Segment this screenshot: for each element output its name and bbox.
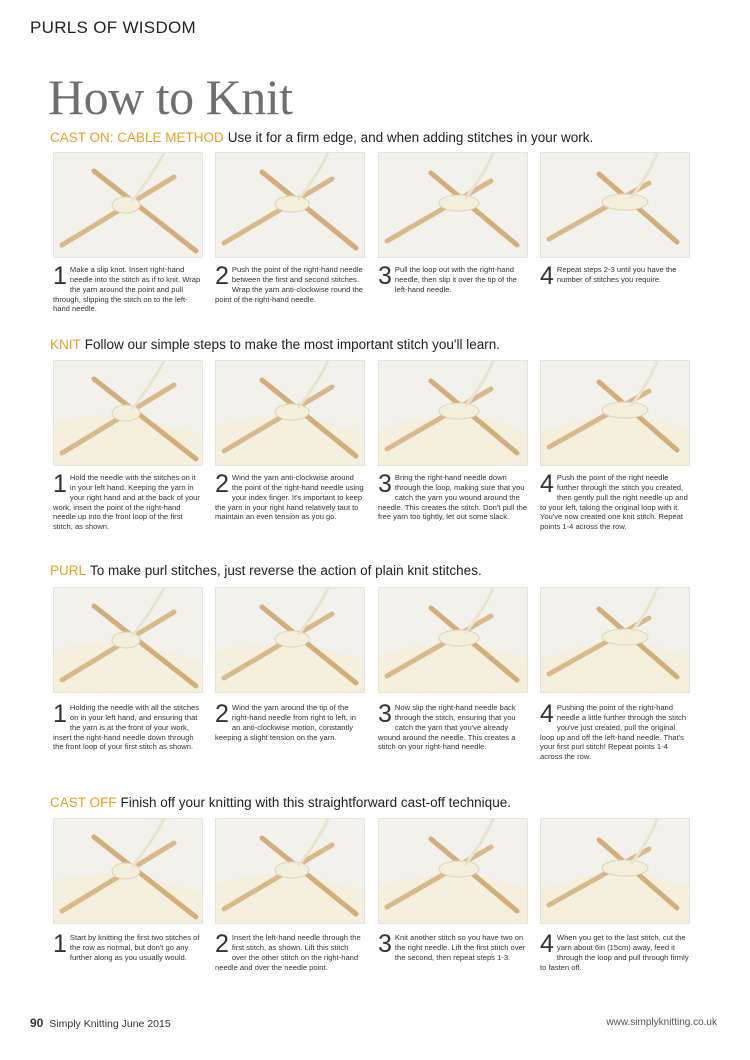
step-instruction: Pull the loop out with the right-hand needle, then slip it over the tip of the left-hand needle. (394, 265, 517, 294)
step-photo (540, 152, 690, 258)
step-text (215, 262, 365, 304)
step-photo (540, 818, 690, 924)
step-instruction: Hold the needle with the stitches on it in your left hand. Keeping the yarn in your right hand and at the back of your work, insert the point of the right-hand needle up into the front loop of the first stitch, as shown. (53, 473, 200, 532)
step-text (540, 470, 690, 532)
step-number: 2 (215, 930, 229, 958)
section-heading (50, 130, 593, 145)
footer-folio (30, 1016, 171, 1030)
step-number: 1 (53, 930, 67, 958)
step-text (540, 930, 690, 972)
step-text (215, 930, 365, 972)
step-number: 2 (215, 262, 229, 290)
step-photo (215, 818, 365, 924)
step-photo (378, 360, 528, 466)
step-number: 4 (540, 262, 554, 290)
step-photo (378, 818, 528, 924)
section-keyword: CAST OFF (50, 795, 117, 810)
step-instruction: Make a slip knot. Insert right-hand needle into the stitch as if to knit. Wrap the yarn around the point and pull through, slipping the stitch on to the left-hand needle. (53, 265, 201, 314)
step-number: 1 (53, 262, 67, 290)
step-photo (215, 587, 365, 693)
step-instruction: Insert the left-hand needle through the first stitch, as shown. Lift this stitch over the other stitch on the right-hand needle and over the needle point. (215, 933, 361, 972)
step-photo (378, 152, 528, 258)
website-url: www.simplyknitting.co.uk (606, 1017, 717, 1028)
step-text (215, 470, 365, 522)
step-number: 4 (540, 930, 554, 958)
section-keyword: PURL (50, 563, 87, 578)
section-heading (50, 563, 482, 578)
section-heading (50, 795, 511, 810)
step-number: 2 (215, 470, 229, 498)
step-number: 1 (53, 700, 67, 728)
step-number: 4 (540, 470, 554, 498)
step-photo (215, 152, 365, 258)
step-photo (53, 152, 203, 258)
section-intro: Follow our simple steps to make the most important stitch you'll learn. (84, 337, 501, 352)
step-text (378, 262, 528, 295)
step-text (215, 700, 365, 742)
section-intro: Use it for a firm edge, and when adding stitches in your work. (227, 130, 594, 145)
step-text (540, 700, 690, 762)
step-number: 3 (378, 262, 392, 290)
step-instruction: Push the point of the right-hand needle between the first and second stitches. Wrap the yarn anti-clockwise round the point of the right-hand needle. (215, 265, 364, 304)
step-instruction: Wind the yarn anti-clockwise around the point of the right-hand needle using your index finger. It's important to keep the yarn in your right hand relatively taut to maintain an even tension as you go. (215, 473, 364, 522)
step-instruction: Holding the needle with all the stitches on in your left hand, and ensuring that the yarn is at the front of your work, insert the right-hand needle down through the front loop of your first stitch as shown. (53, 703, 200, 752)
page-title: How to Knit (48, 69, 293, 125)
section-keyword: CAST ON: CABLE METHOD (50, 130, 224, 145)
step-photo (215, 360, 365, 466)
step-text (53, 470, 203, 532)
section-keyword: KNIT (50, 337, 81, 352)
step-number: 3 (378, 470, 392, 498)
section-kicker: PURLS OF WISDOM (30, 18, 197, 37)
step-photo (53, 360, 203, 466)
step-text (540, 262, 690, 290)
step-text (53, 930, 203, 963)
step-instruction: Push the point of the right needle further through the stitch you created, then gently pull the right needle up and to your left, taking the original loop with it. You've now created one knit stitch. Repeat points 1-4 across the row. (540, 473, 688, 532)
step-photo (540, 360, 690, 466)
step-text (53, 700, 203, 752)
step-instruction: Bring the right-hand needle down through the loop, making sure that you catch the yarn you wound around the needle. This creates the stitch. Don't pull the free yarn too tightly, let out some slack. (378, 473, 528, 522)
step-photo (378, 587, 528, 693)
step-number: 4 (540, 700, 554, 728)
step-text (378, 700, 528, 752)
step-number: 1 (53, 470, 67, 498)
page-number: 90 (30, 1016, 44, 1030)
step-number: 2 (215, 700, 229, 728)
step-text (378, 930, 528, 963)
step-text (53, 262, 203, 314)
step-instruction: Pushing the point of the right-hand needle a little further through the stitch you've just created, pull the original loop up and off the left-hand needle. That's your first purl stitch! Repeat points 1-4 across the row. (540, 703, 687, 762)
magazine-issue: Simply Knitting June 2015 (49, 1018, 171, 1030)
step-instruction: When you get to the last stitch, cut the yarn about 6in (15cm) away, feed it through the loop and pull through firmly to fasten off. (540, 933, 689, 972)
step-instruction: Repeat steps 2-3 until you have the number of stitches you require. (556, 265, 677, 284)
step-photo (540, 587, 690, 693)
step-photo (53, 818, 203, 924)
step-number: 3 (378, 930, 392, 958)
step-instruction: Wind the yarn around the tip of the right-hand needle from right to left, in an anti-clockwise motion, constantly keeping a slight tension on the yarn. (215, 703, 357, 742)
section-heading (50, 337, 500, 352)
section-intro: To make purl stitches, just reverse the action of plain knit stitches. (90, 563, 482, 578)
section-intro: Finish off your knitting with this straightforward cast-off technique. (120, 795, 511, 810)
step-instruction: Knit another stitch so you have two on the right needle. Lift the first stitch over the second, then repeat steps 1-3. (394, 933, 526, 962)
step-photo (53, 587, 203, 693)
step-instruction: Start by knitting the first two stitches of the row as normal, but don't go any further along as you usually would. (69, 933, 200, 962)
step-text (378, 470, 528, 522)
step-instruction: Now slip the right-hand needle back through the stitch, ensuring that you catch the yarn that you've already wound around the needle. This creates a stitch on your right-hand needle. (378, 703, 516, 752)
step-number: 3 (378, 700, 392, 728)
